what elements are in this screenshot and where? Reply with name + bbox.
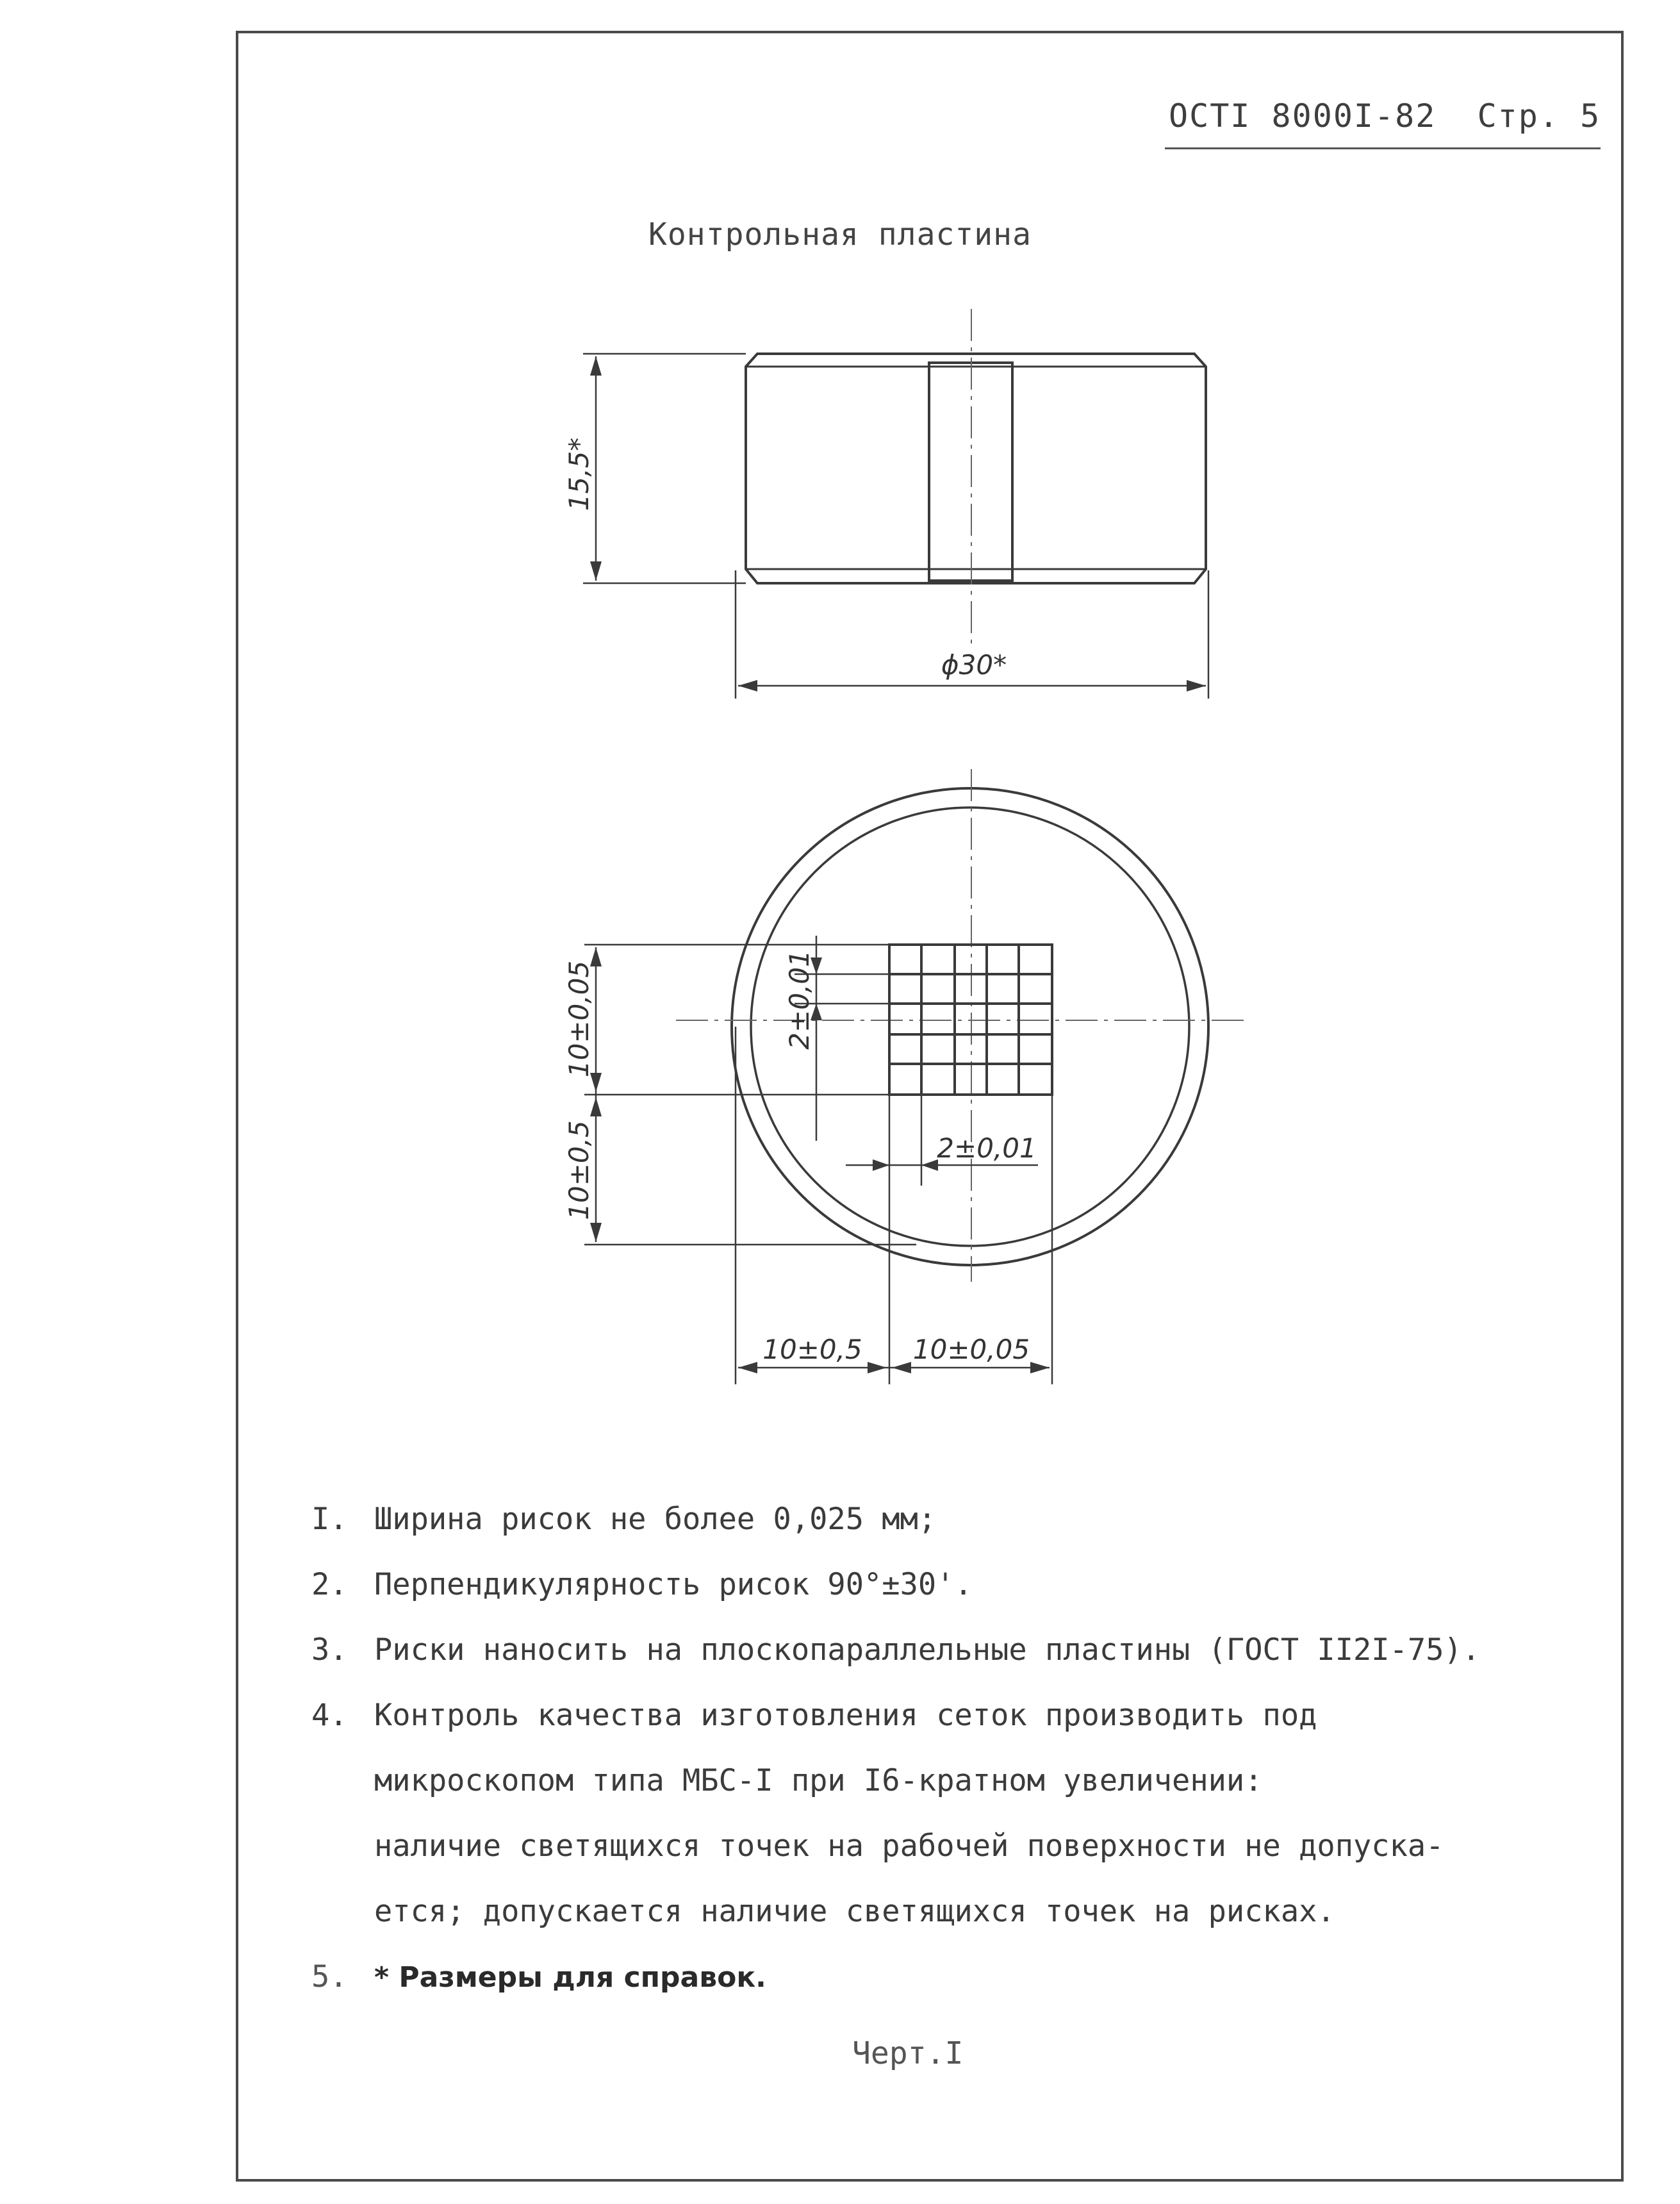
note-item-continuation: микроскопом типа МБС-I при I6-кратном увеличении:	[374, 1763, 1263, 1798]
dim-height: 15,5*	[563, 437, 595, 511]
note-item-continuation: наличие светящихся точек на рабочей поверхности не допуска-	[374, 1828, 1444, 1864]
dim-cell-horizontal: 2±0,01	[937, 1132, 1037, 1164]
note-item: I. Ширина рисок не более 0,025 мм;	[311, 1502, 937, 1537]
side-view-body	[746, 354, 1206, 583]
dim-bottom-left: 10±0,5	[762, 1334, 862, 1365]
note-item: 3. Риски наносить на плоскопараллельные пластины (ГОСТ II2I-75).	[311, 1632, 1481, 1668]
dim-bottom-right: 10±0,05	[912, 1334, 1030, 1365]
dim-left-upper: 10±0,05	[563, 960, 595, 1078]
notes-list	[311, 1487, 1618, 2010]
drawing-title: Контрольная пластина	[648, 217, 1032, 253]
doc-code: ОСТI 8000I-82	[1169, 97, 1437, 135]
note-item-continuation: ется; допускается наличие светящихся точек на рисках.	[374, 1894, 1335, 1929]
note-item: 5. * Размеры для справок.	[311, 1959, 766, 1994]
note-item: 4. Контроль качества изготовления сеток производить под	[311, 1698, 1317, 1733]
page-label: Стр. 5	[1477, 97, 1601, 135]
side-view	[583, 309, 1208, 699]
top-view	[584, 769, 1246, 1384]
dim-cell-vertical: 2±0,01	[784, 950, 815, 1050]
figure-label: Черт.I	[852, 2035, 964, 2071]
note-item: 2. Перпендикулярность рисок 90°±30'.	[311, 1567, 973, 1602]
dim-diameter: ϕ30*	[941, 649, 1007, 681]
dim-left-lower: 10±0,5	[563, 1120, 595, 1220]
